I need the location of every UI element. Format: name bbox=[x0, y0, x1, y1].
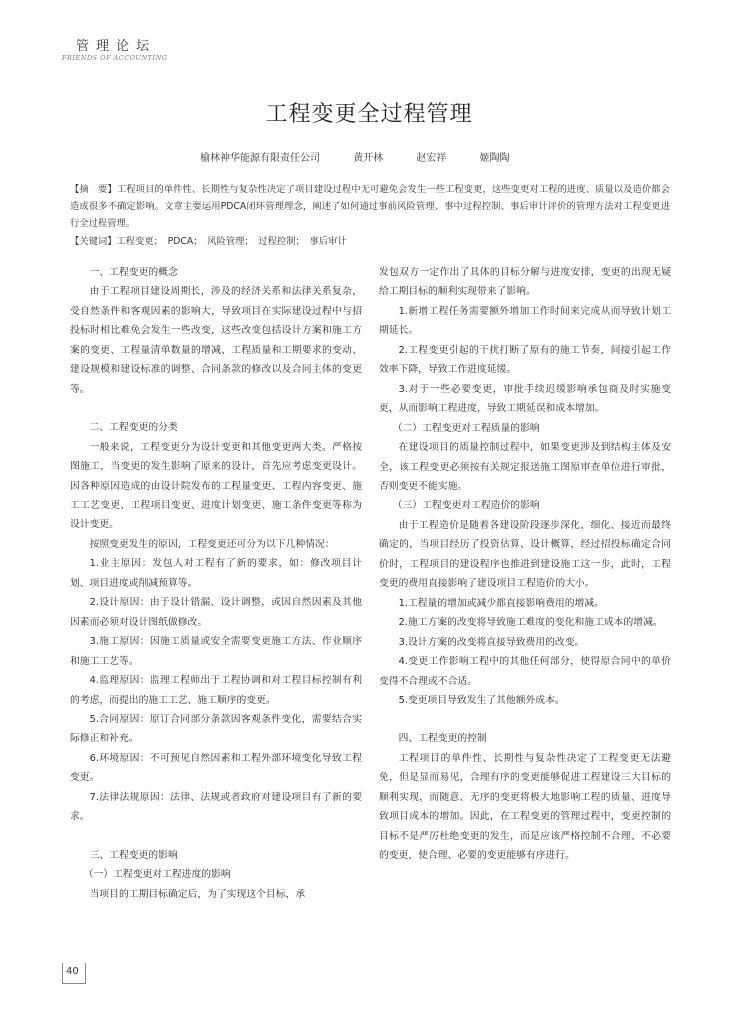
affiliation: 榆林神华能源有限责任公司 bbox=[200, 153, 320, 164]
author-line bbox=[200, 149, 540, 164]
list-item: 1.业主原因：发包人对工程有了新的要求，如：修改项目计划、项目进度或削减预算等。 bbox=[70, 558, 362, 589]
paragraph: 按照变更发生的原因，工程变更还可分为以下几种情况： bbox=[89, 538, 335, 550]
list-item: 2.施工方案的改变将导致施工难度的变化和施工成本的增减。 bbox=[398, 617, 663, 629]
article-title: 工程变更全过程管理 bbox=[265, 102, 473, 127]
list-item: 7.法律法规原因：法律、法规或者政府对建设项目有了新的要求。 bbox=[70, 791, 362, 823]
page-number: 40 bbox=[66, 966, 79, 977]
list-item: 5.合同原因：原订合同部分条款因客观条件变化，需要结合实际修正和补充。 bbox=[70, 713, 362, 745]
journal-english-name: FRIENDS OF ACCOUNTING bbox=[62, 54, 168, 62]
abstract: 【摘 要】工程项目的单件性、长期性与复杂性决定了项目建设过程中无可避免会发生一些工程变更，这些变更对工程的进度、质量以及造价都会造成很多不确定影响。文章主要运用PDCA闭环管理理念，阐述了如何通过事前风险管理、事中过程控制、事后审计评价的管理方法对工程变更进行全过程管理。 bbox=[70, 184, 670, 230]
journal-column-title: 管理论坛 bbox=[76, 39, 157, 54]
paragraph: 由于工程造价是随着各建设阶段逐步深化、细化、接近而最终确定的，当项目经历了投资估算、设计概算，经过招投标确定合同价时，工程项目的建设程序也推进到建设施工这一步，此时，工程变更的费用直接影响了建设项目工程造价的大小。 bbox=[379, 519, 671, 590]
author-name: 黄开林 bbox=[353, 153, 384, 164]
paragraph: 当项目的工期目标确定后，为了实现这个目标，承 bbox=[89, 888, 306, 900]
list-item: 4.变更工作影响工程中的其他任何部分，使得原合同中的单价变得不合理或不合适。 bbox=[379, 656, 671, 687]
list-item: 3.对于一些必要变更，审批手续迟缓影响承包商及时实施变更，从而影响工程进度，导致工期延误和成本增加。 bbox=[379, 383, 671, 415]
list-item: 2.工程变更引起的干扰打断了原有的施工节奏，间接引起工作效率下降，导致工作进度延缓。 bbox=[379, 344, 671, 376]
list-item: 3.设计方案的改变将直接导致费用的改变。 bbox=[398, 636, 585, 648]
section-heading: 四、工程变更的控制 bbox=[398, 733, 487, 745]
paragraph: 由于工程项目建设周期长，涉及的经济关系和法律关系复杂，受自然条件和客观因素的影响大，导致项目在实际建设过程中与招投标时相比难免会发生一些改变，这些改变包括设计方案和施工方案的变更、工程量清单数量的增减、工程质量和工期要求的变动、建设规模和建设标准的调整、合同条款的修改以及合同主体的变更等。 bbox=[70, 286, 362, 395]
list-item: 1.工程量的增加或减少都直接影响费用的增减。 bbox=[398, 597, 604, 609]
section-heading: 一、工程变更的概念 bbox=[89, 267, 178, 278]
list-item: 1.新增工程任务需要额外增加工作时间来完成从而导致计划工期延长。 bbox=[379, 305, 671, 337]
author-name: 姬陶陶 bbox=[479, 153, 510, 164]
paragraph: 工程项目的单件性、长期性与复杂性决定了工程变更无法避免，但是显而易见，合理有序的变更能够促进工程建设三大目标的顺利实现，而随意、无序的变更将极大地影响工程的质量、进度导致项目成本的增加。因此，在工程变更的管理过程中，变更控制的目标不是严厉杜绝变更的发生，而是应该严格控制不合理、不必要的变更，使合理、必要的变更能够有序进行。 bbox=[379, 752, 671, 862]
subsection-heading: （三）工程变更对工程造价的影响 bbox=[392, 500, 540, 512]
author-name: 赵宏祥 bbox=[416, 153, 447, 164]
right-column bbox=[379, 263, 671, 866]
section-heading: 二、工程变更的分类 bbox=[89, 422, 178, 434]
left-column bbox=[70, 263, 362, 904]
paragraph: 发包双方一定作出了具体的目标分解与进度安排，变更的出现无疑给工期目标的顺利实现带来了影响。 bbox=[379, 267, 671, 298]
section-heading: 三、工程变更的影响 bbox=[89, 849, 178, 861]
list-item: 6.环境原因：不可预见自然因素和工程外部环境变化导致工程变更。 bbox=[70, 752, 362, 784]
subsection-heading: （二）工程变更对工程质量的影响 bbox=[392, 422, 540, 434]
list-item: 5.变更项目导致发生了其他额外成本。 bbox=[398, 694, 565, 706]
paragraph: 在建设项目的质量控制过程中，如果变更涉及到结构主体及安全，该工程变更必须按有关规定报送施工图原审查单位进行审批，否则变更不能实施。 bbox=[379, 442, 671, 492]
list-item: 3.施工原因：因施工质量或安全需要变更施工方法、作业顺序和施工工艺等。 bbox=[70, 636, 362, 667]
list-item: 4.监理原因：监理工程师出于工程协调和对工程目标控制有利的考虑，而提出的施工工艺、施工顺序的变更。 bbox=[70, 675, 362, 706]
list-item: 2.设计原因：由于设计错漏、设计调整，或因自然因素及其他因素而必须对设计图纸做修改。 bbox=[70, 597, 362, 628]
keywords: 【关键词】工程变更； PDCA； 风险管理； 过程控制； 事后审计 bbox=[70, 236, 347, 247]
subsection-heading: （一）工程变更对工程进度的影响 bbox=[83, 869, 231, 881]
paragraph: 一般来说，工程变更分为设计变更和其他变更两大类。严格按图施工，当变更的发生影响了原来的设计，首先应考虑变更设计。因各种原因造成的由设计院发布的工程量变更、工程内容变更、施工工艺变更、工程项目变更、进度计划变更、施工条件变更等称为设计变更。 bbox=[70, 441, 362, 531]
